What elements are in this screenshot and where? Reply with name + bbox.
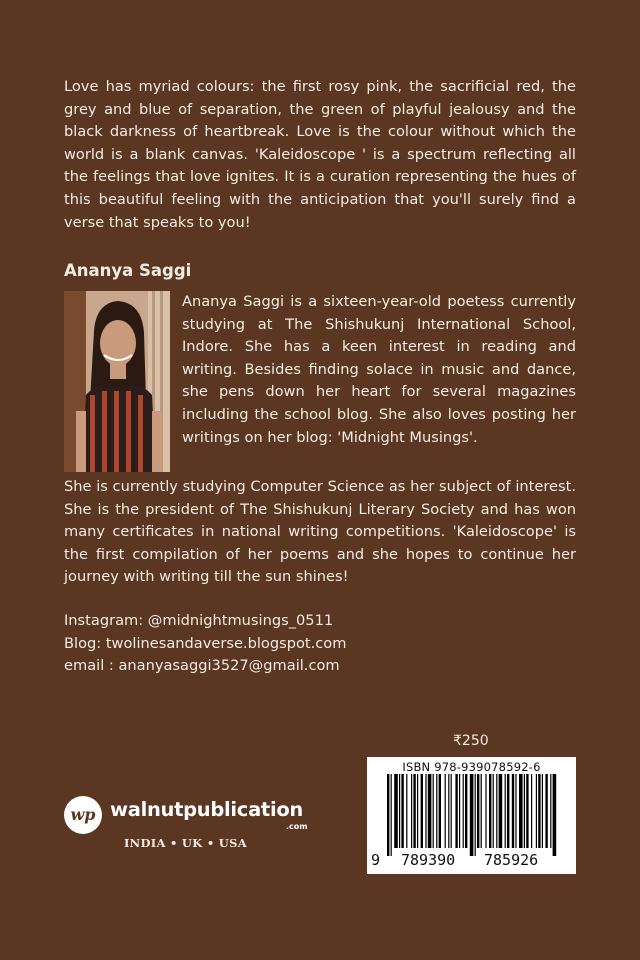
- publisher-logo-mark: wp: [64, 796, 102, 834]
- barcode-bar: [463, 774, 464, 848]
- barcode-bar: [433, 774, 434, 848]
- barcode-bar: [439, 774, 441, 848]
- barcode-bar: [515, 774, 516, 848]
- barcode-bar: [406, 774, 407, 848]
- barcode-bar: [436, 774, 437, 848]
- price-label: ₹250: [453, 733, 489, 749]
- barcode-bar: [459, 774, 460, 848]
- barcode-bar: [394, 774, 398, 848]
- barcode-bar: [542, 774, 543, 848]
- back-cover-blurb: Love has myriad colours: the first rosy pink, the sacrificial red, the grey and blue of separation, the green of playful jealousy and the black darkness of heartbreak. Love is the colour without which the world is a blank canvas. 'Kaleidoscope ' is a spectrum reflecting all the feelings that love ignites. It is a curation representing the hues of this beautiful feeling with the anticipation that you'll surely find a verse that speaks to you!: [64, 78, 576, 231]
- barcode-bar: [413, 774, 415, 848]
- barcode-bar: [475, 774, 476, 856]
- instagram-handle: Instagram: @midnightmusings_0511: [64, 612, 334, 629]
- barcode-bar: [531, 774, 532, 848]
- barcode-bar: [455, 774, 457, 848]
- email-address: email : ananyasaggi3527@gmail.com: [64, 657, 340, 675]
- author-photo: [64, 291, 170, 472]
- barcode-bar: [499, 774, 503, 848]
- author-contacts: [64, 610, 346, 678]
- blog-address: Blog: twolinesandaverse.blogspot.com: [64, 634, 347, 652]
- barcode-digits-right: 785926: [484, 851, 539, 869]
- barcode-digit-first: 9: [371, 851, 381, 869]
- publisher-logo: [64, 796, 324, 836]
- author-bio-intro: Ananya Saggi is a sixteen-year-old poetess currently studying at The Shishukunj International School, Indore. She has a keen interest in reading and writing. Besides finding solace in music and dance, she pens down her heart for several magazines including the school blog. She also loves posting her writings on her blog: 'Midnight Musings'.: [182, 293, 576, 446]
- author-name-heading: Ananya Saggi: [64, 261, 192, 280]
- barcode-bar: [421, 774, 423, 848]
- barcode-bar: [448, 774, 449, 848]
- barcode-bar: [553, 774, 557, 856]
- barcode-bar: [387, 774, 389, 856]
- barcode-digits: [367, 851, 576, 871]
- barcode-bar: [451, 774, 452, 848]
- barcode-bar: [536, 774, 537, 848]
- isbn-barcode: [367, 757, 576, 874]
- barcode-bar: [489, 774, 491, 848]
- barcode-bar: [538, 774, 540, 848]
- barcode-bar: [550, 774, 551, 848]
- barcode-bar: [465, 774, 467, 848]
- isbn-number: ISBN 978-939078592-6: [402, 760, 541, 774]
- barcode-bar: [496, 774, 497, 848]
- barcode-bar: [505, 774, 506, 848]
- author-bio-continued: She is currently studying Computer Science as her subject of interest. She is the president of The Shishukunj Literary Society and has won many certificates in national writing competitions. 'Kaleidoscope' is the first compilation of her poems and she hopes to continue her journey with writing till the sun shines!: [64, 478, 576, 586]
- publisher-regions: INDIA • UK • USA: [124, 836, 247, 850]
- barcode-bars: [387, 774, 559, 856]
- barcode-bar: [411, 774, 412, 848]
- barcode-bar: [507, 774, 509, 848]
- barcode-bar: [401, 774, 403, 848]
- barcode-bar: [524, 774, 525, 848]
- barcode-bar: [470, 774, 474, 856]
- barcode-bar: [493, 774, 494, 848]
- barcode-bar: [545, 774, 547, 848]
- barcode-bar: [428, 774, 432, 848]
- barcode-bar: [417, 774, 418, 848]
- barcode-bar: [519, 774, 523, 848]
- barcode-bar: [477, 774, 479, 848]
- barcode-bar: [445, 774, 446, 848]
- publisher-name: walnutpublication: [110, 798, 304, 821]
- barcode-bar: [391, 774, 392, 856]
- barcode-bar: [485, 774, 486, 848]
- barcode-bar: [399, 774, 400, 848]
- barcode-digits-left: 789390: [401, 851, 456, 869]
- barcode-bar: [512, 774, 514, 848]
- publisher-domain-suffix: .com: [286, 822, 308, 831]
- barcode-bar: [526, 774, 528, 848]
- barcode-bar: [481, 774, 482, 848]
- barcode-bar: [425, 774, 426, 848]
